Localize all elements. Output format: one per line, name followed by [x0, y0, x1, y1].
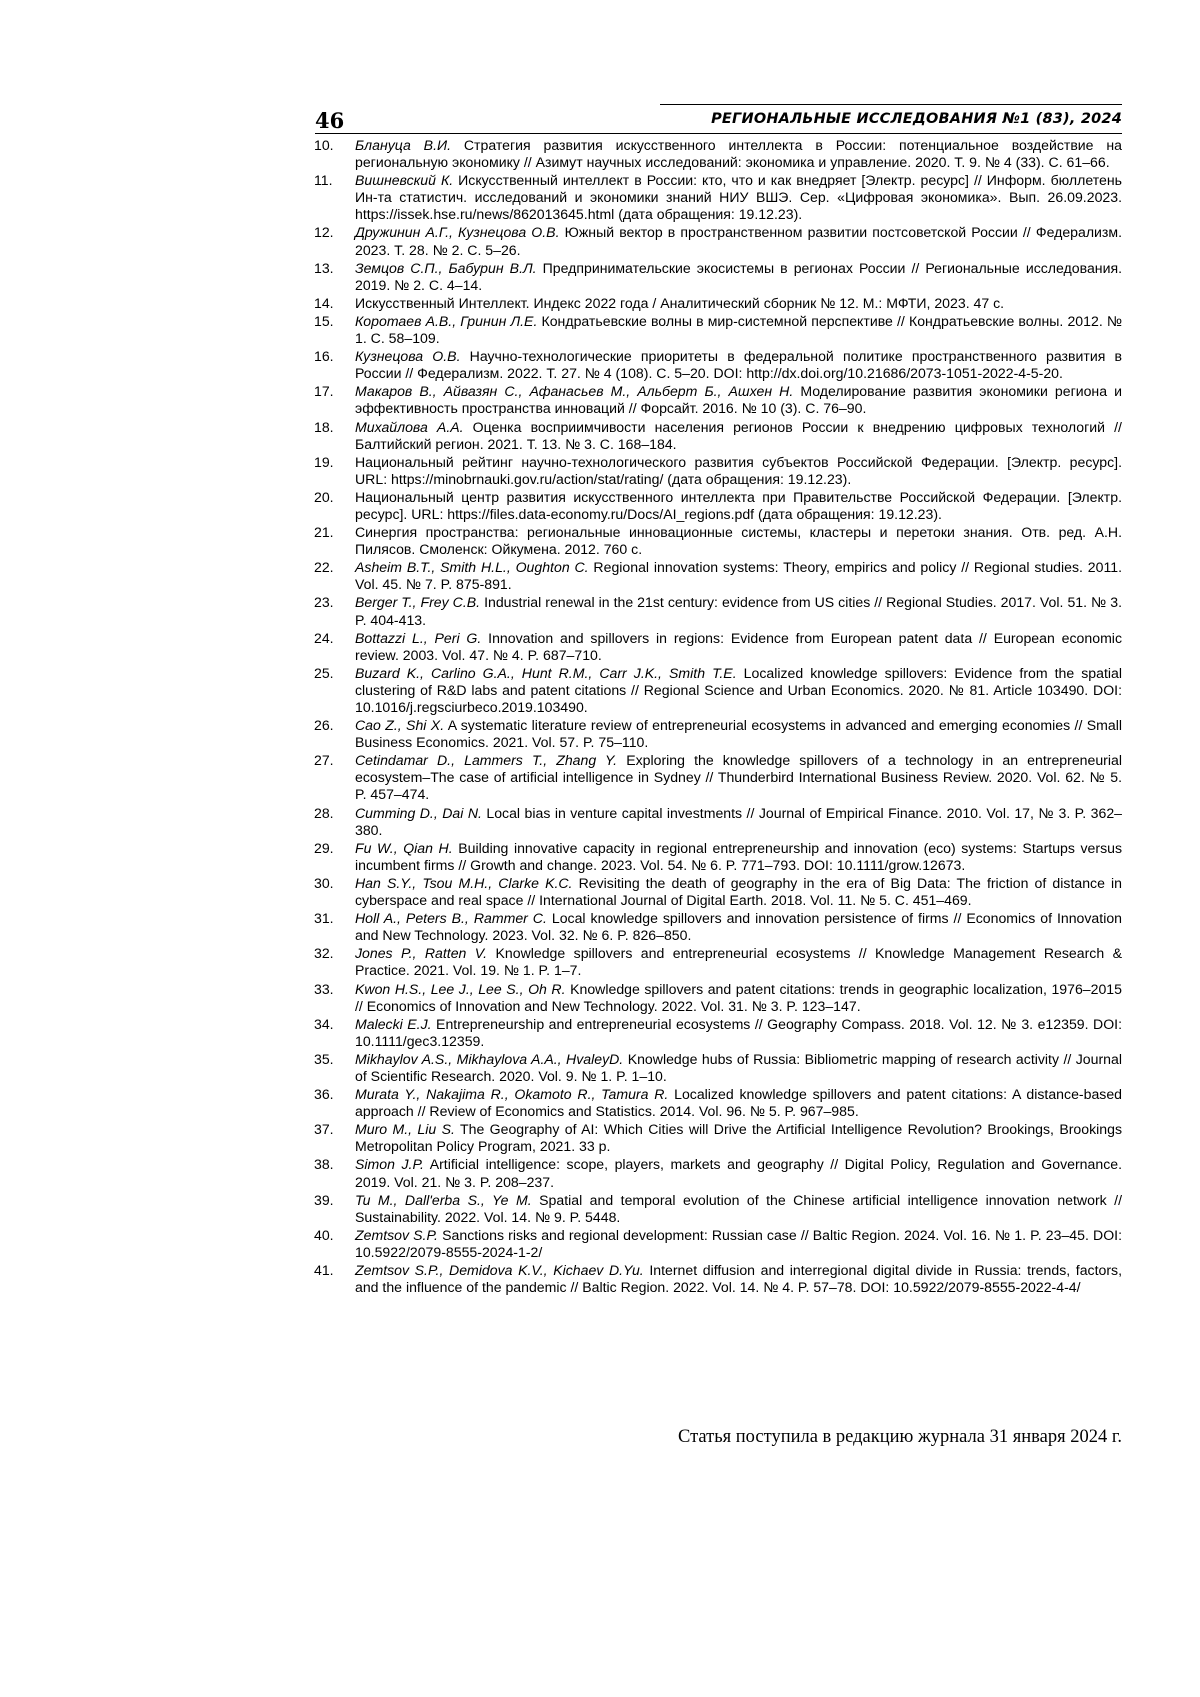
header-rule: [660, 104, 1122, 105]
reference-number: 15.: [314, 312, 334, 329]
reference-authors: Михайлова А.А.: [355, 418, 464, 435]
reference-item: [314, 752, 1122, 803]
reference-item: [314, 559, 1122, 593]
reference-authors: Simon J.P.: [355, 1156, 424, 1173]
reference-authors: Jones P., Ratten V.: [355, 945, 488, 962]
reference-item: [314, 1016, 1122, 1050]
reference-citation: Internet diffusion and interregional digital divide in Russia: trends, factors, and the influence of the pandemic // Baltic Region. 2022. Vol. 14. № 4. P. 57–78. DOI: 10.5922/2079-8555-2022-4-4/: [355, 1262, 1122, 1296]
reference-number: 23.: [314, 594, 334, 611]
reference-item: [314, 1262, 1122, 1296]
reference-citation: Искусственный Интеллект. Индекс 2022 года / Аналитический сборник № 12. М.: МФТИ, 2023. 47 с.: [355, 294, 1005, 311]
reference-authors: Кузнецова О.В.: [355, 348, 461, 365]
reference-citation: The Geography of AI: Which Cities will Drive the Artificial Intelligence Revolution? Brookings, Brookings Metropolitan Policy Program, 2021. 33 p.: [355, 1121, 1122, 1155]
reference-text: [355, 172, 1122, 223]
reference-item: [314, 840, 1122, 874]
reference-text: [355, 1016, 1122, 1050]
reference-citation: Exploring the knowledge spillovers of a technology in an entrepreneurial ecosystem–The case of artificial intelligence in Sydney // Thunderbird International Business Review. 2020. Vol. 62. № 5. P. 457–474.: [355, 752, 1122, 803]
reference-number: 16.: [314, 348, 334, 365]
reference-text: [355, 945, 1122, 979]
reference-citation: Предпринимательские экосистемы в регионах России // Региональные исследования. 2019. № 2. С. 4–14.: [355, 259, 1122, 293]
reference-number: 24.: [314, 629, 334, 646]
reference-authors: Malecki E.J.: [355, 1015, 432, 1032]
reference-citation: Кондратьевские волны в мир-системной перспективе // Кондратьевские волны. 2012. № 1. С. 58–109.: [355, 312, 1122, 347]
reference-item: [314, 260, 1122, 294]
reference-text: [355, 805, 1122, 839]
reference-item: [314, 224, 1122, 258]
reference-text: [355, 981, 1122, 1015]
reference-list: [314, 137, 1122, 1297]
reference-authors: Tu M., Dall'erba S., Ye M.: [355, 1191, 532, 1208]
reference-item: [314, 1051, 1122, 1085]
reference-authors: Zemtsov S.P., Demidova K.V., Kichaev D.Yu.: [355, 1262, 644, 1278]
reference-item: [314, 524, 1122, 558]
reference-text: [355, 910, 1122, 944]
reference-text: [355, 224, 1122, 258]
reference-number: 18.: [314, 418, 334, 435]
reference-item: [314, 348, 1122, 382]
reference-authors: Berger T., Frey C.B.: [355, 594, 481, 611]
reference-text: [355, 419, 1122, 453]
reference-item: [314, 805, 1122, 839]
reference-item: [314, 630, 1122, 664]
reference-citation: Localized knowledge spillovers and patent citations: A distance-based approach // Review of Economics and Statistics. 2014. Vol. 96. № 5. P. 967–985.: [355, 1086, 1123, 1120]
reference-text: [355, 1192, 1122, 1226]
reference-number: 39.: [314, 1191, 334, 1208]
reference-number: 31.: [314, 910, 334, 927]
reference-citation: Knowledge spillovers and entrepreneurial ecosystems // Knowledge Management Research & Practice. 2021. Vol. 19. № 1. P. 1–7.: [355, 945, 1122, 979]
reference-number: 13.: [314, 259, 334, 276]
reference-text: [355, 840, 1122, 874]
reference-item: [314, 1121, 1122, 1155]
page-header: [315, 104, 1122, 134]
reference-number: 11.: [314, 172, 333, 189]
reference-authors: Земцов С.П., Бабурин В.Л.: [355, 259, 537, 276]
reference-number: 37.: [314, 1121, 334, 1138]
reference-item: [314, 137, 1122, 171]
reference-citation: Научно-технологические приоритеты в федеральной политике пространственного развития в России // Федерализм. 2022. Т. 27. № 4 (108). С. 5–20. DOI: http://dx.doi.org/10.21686/2073-1051-2022-4-5-20.: [355, 348, 1122, 382]
reference-item: [314, 910, 1122, 944]
reference-number: 34.: [314, 1015, 334, 1032]
reference-text: [355, 313, 1122, 347]
reference-authors: Bottazzi L., Peri G.: [355, 629, 482, 646]
reference-authors: Asheim B.T., Smith H.L., Oughton C.: [355, 559, 589, 576]
reference-item: [314, 717, 1122, 751]
reference-citation: Spatial and temporal evolution of the Chinese artificial intelligence innovation network // Sustainability. 2022. Vol. 14. № 9. P. 5448.: [355, 1191, 1122, 1225]
reference-number: 12.: [314, 224, 334, 241]
reference-item: [314, 295, 1122, 312]
received-note: Статья поступила в редакцию журнала 31 января 2024 г.: [677, 1427, 1122, 1447]
reference-citation: Моделирование развития экономики региона и эффективность пространства инноваций // Форсайт. 2016. № 10 (3). С. 76–90.: [355, 383, 1122, 417]
reference-authors: Fu W., Qian H.: [355, 839, 453, 856]
reference-text: [355, 594, 1122, 628]
reference-item: [314, 489, 1122, 523]
reference-item: [314, 875, 1122, 909]
reference-citation: Национальный рейтинг научно-технологического развития субъектов Российской Федерации. [Электр. ресурс]. URL: https://minobrnauki.gov.ru/action/stat/rating/ (дата обращения: 19.12.23).: [355, 453, 1122, 487]
reference-citation: Искусственный интеллект в России: кто, что и как внедряет [Электр. ресурс] // Информ. бюллетень Ин-та статистич. исследований и экономики знаний НИУ ВШЭ. Сер. «Цифровая экономика». Вып. 26.09.2023. https://issek.hse.ru/news/862013645.html (дата обращения: 19.12.23).: [355, 172, 1122, 223]
reference-text: [355, 717, 1122, 751]
reference-number: 35.: [314, 1050, 334, 1067]
reference-text: [355, 752, 1122, 803]
header-divider: [315, 133, 1122, 134]
reference-text: [355, 295, 1122, 312]
reference-citation: Local knowledge spillovers and innovation persistence of firms // Economics of Innovation and New Technology. 2023. Vol. 32. № 6. P. 826–850.: [355, 910, 1122, 944]
reference-authors: Han S.Y., Tsou M.H., Clarke K.C.: [355, 874, 573, 891]
reference-citation: A systematic literature review of entrepreneurial ecosystems in advanced and emerging economies // Small Business Economics. 2021. Vol. 57. P. 75–110.: [355, 717, 1122, 751]
reference-authors: Kwon H.S., Lee J., Lee S., Oh R.: [355, 980, 566, 997]
reference-citation: Оценка восприимчивости населения регионов России к внедрению цифровых технологий // Балтийский регион. 2021. Т. 13. № 3. С. 168–184.: [355, 418, 1122, 452]
reference-authors: Mikhaylov A.S., Mikhaylova A.A., HvaleyD.: [355, 1050, 624, 1067]
reference-citation: Sanctions risks and regional development: Russian case // Baltic Region. 2024. Vol. 16. № 1. P. 23–45. DOI: 10.5922/2079-8555-2024-1-2/: [355, 1226, 1122, 1260]
reference-authors: Zemtsov S.P.: [355, 1226, 438, 1243]
reference-number: 32.: [314, 945, 334, 962]
reference-item: [314, 172, 1122, 223]
reference-citation: Knowledge hubs of Russia: Bibliometric mapping of research activity // Journal of Scientific Research. 2020. Vol. 9. № 1. P. 1–10.: [355, 1050, 1122, 1084]
reference-citation: Innovation and spillovers in regions: Evidence from European patent data // European economic review. 2003. Vol. 47. № 4. P. 687–710.: [355, 629, 1122, 663]
reference-number: 20.: [314, 488, 334, 505]
reference-number: 30.: [314, 874, 334, 891]
reference-number: 25.: [314, 664, 334, 681]
reference-item: [314, 1086, 1122, 1120]
reference-citation: Knowledge spillovers and patent citations: trends in geographic localization, 1976–2015 // Economics of Innovation and New Technology. 2022. Vol. 31. № 3. P. 123–147.: [355, 980, 1122, 1014]
reference-text: [355, 1051, 1122, 1085]
reference-text: [355, 559, 1122, 593]
reference-authors: Блануца В.И.: [355, 137, 451, 153]
reference-citation: Южный вектор в пространственном развитии постсоветской России // Федерализм. 2023. Т. 28. № 2. С. 5–26.: [355, 224, 1122, 258]
reference-item: [314, 1192, 1122, 1226]
reference-citation: Industrial renewal in the 21st century: evidence from US cities // Regional Studies. 2017. Vol. 51. № 3. P. 404-413.: [355, 594, 1123, 628]
reference-authors: Cao Z., Shi X.: [355, 717, 445, 734]
reference-authors: Holl A., Peters B., Rammer C.: [355, 910, 547, 927]
reference-citation: Local bias in venture capital investments // Journal of Empirical Finance. 2010. Vol. 17, № 3. P. 362–380.: [355, 804, 1122, 838]
journal-title: РЕГИОНАЛЬНЫЕ ИССЛЕДОВАНИЯ №1 (83), 2024: [711, 111, 1122, 127]
reference-item: [314, 313, 1122, 347]
reference-number: 22.: [314, 559, 334, 576]
reference-item: [314, 981, 1122, 1015]
reference-citation: Building innovative capacity in regional entrepreneurship and innovation (eco) systems: Startups versus incumbent firms // Growth and change. 2023. Vol. 54. № 6. P. 771–793. DOI: 10.1111/grow.12673.: [355, 839, 1123, 873]
reference-item: [314, 419, 1122, 453]
reference-text: [355, 1227, 1122, 1261]
reference-text: [355, 454, 1122, 488]
reference-number: 40.: [314, 1226, 334, 1243]
reference-text: [355, 875, 1122, 909]
reference-text: [355, 489, 1122, 523]
reference-item: [314, 1227, 1122, 1261]
reference-authors: Cumming D., Dai N.: [355, 804, 482, 821]
reference-authors: Muro M., Liu S.: [355, 1121, 455, 1138]
reference-number: 17.: [314, 383, 334, 400]
reference-item: [314, 454, 1122, 488]
reference-citation: Синергия пространства: региональные инновационные системы, кластеры и перетоки знания. Отв. ред. А.Н. Пилясов. Смоленск: Ойкумена. 2012. 760 с.: [355, 524, 1122, 558]
reference-text: [355, 524, 1122, 558]
reference-citation: Стратегия развития искусственного интеллекта в России: потенциальное воздействие на региональную экономику // Азимут научных исследований: экономика и управление. 2020. Т. 9. № 4 (33). С. 61–66.: [355, 137, 1122, 171]
reference-number: 27.: [314, 752, 334, 769]
reference-text: [355, 1086, 1122, 1120]
reference-authors: Cetindamar D., Lammers T., Zhang Y.: [355, 752, 618, 769]
reference-citation: Artificial intelligence: scope, players, markets and geography // Digital Policy, Regulation and Governance. 2019. Vol. 21. № 3. P. 208–237.: [355, 1156, 1122, 1190]
reference-authors: Вишневский К.: [355, 172, 454, 189]
reference-number: 38.: [314, 1156, 334, 1173]
reference-text: [355, 1156, 1122, 1190]
reference-number: 33.: [314, 980, 334, 997]
reference-number: 36.: [314, 1086, 334, 1103]
reference-text: [355, 137, 1122, 171]
reference-text: [355, 348, 1122, 382]
reference-citation: Regional innovation systems: Theory, empirics and policy // Regional studies. 2011. Vol. 45. № 7. P. 875-891.: [355, 559, 1122, 593]
reference-text: [355, 383, 1122, 417]
reference-citation: Localized knowledge spillovers: Evidence from the spatial clustering of R&D labs and patent citations // Regional Science and Urban Economics. 2020. № 81. Article 103490. DOI: 10.1016/j.regsciurbeco.2019.103490.: [355, 664, 1122, 715]
reference-number: 10.: [314, 137, 334, 153]
reference-item: [314, 383, 1122, 417]
reference-citation: Revisiting the death of geography in the era of Big Data: The friction of distance in cyberspace and real space // International Journal of Digital Earth. 2018. Vol. 11. № 5. C. 451–469.: [355, 874, 1122, 909]
reference-item: [314, 1156, 1122, 1190]
page-number: 46: [315, 108, 345, 133]
reference-number: 28.: [314, 804, 334, 821]
reference-authors: Коротаев А.В., Гринин Л.Е.: [355, 312, 538, 329]
reference-number: 29.: [314, 839, 334, 856]
reference-text: [355, 630, 1122, 664]
reference-item: [314, 594, 1122, 628]
reference-number: 19.: [314, 453, 334, 470]
reference-text: [355, 260, 1122, 294]
reference-number: 26.: [314, 717, 334, 734]
reference-item: [314, 665, 1122, 716]
reference-number: 14.: [314, 294, 334, 311]
reference-authors: Buzard K., Carlino G.A., Hunt R.M., Carr J.K., Smith T.E.: [355, 664, 737, 681]
reference-number: 21.: [314, 524, 334, 541]
reference-text: [355, 1262, 1122, 1296]
reference-citation: Entrepreneurship and entrepreneurial ecosystems // Geography Compass. 2018. Vol. 12. № 3. e12359. DOI: 10.1111/gec3.12359.: [355, 1015, 1123, 1049]
reference-authors: Макаров В., Айвазян С., Афанасьев М., Альберт Б., Ашхен Н.: [355, 383, 794, 400]
reference-number: 41.: [314, 1262, 334, 1278]
reference-authors: Murata Y., Nakajima R., Okamoto R., Tamura R.: [355, 1086, 669, 1103]
reference-text: [355, 665, 1122, 716]
reference-citation: Национальный центр развития искусственного интеллекта при Правительстве Российской Федерации. [Электр. ресурс]. URL: https://files.data-economy.ru/Docs/AI_regions.pdf (дата обращения: 19.12.23).: [355, 488, 1122, 522]
reference-item: [314, 945, 1122, 979]
reference-authors: Дружинин А.Г., Кузнецова О.В.: [355, 224, 560, 241]
reference-text: [355, 1121, 1122, 1155]
